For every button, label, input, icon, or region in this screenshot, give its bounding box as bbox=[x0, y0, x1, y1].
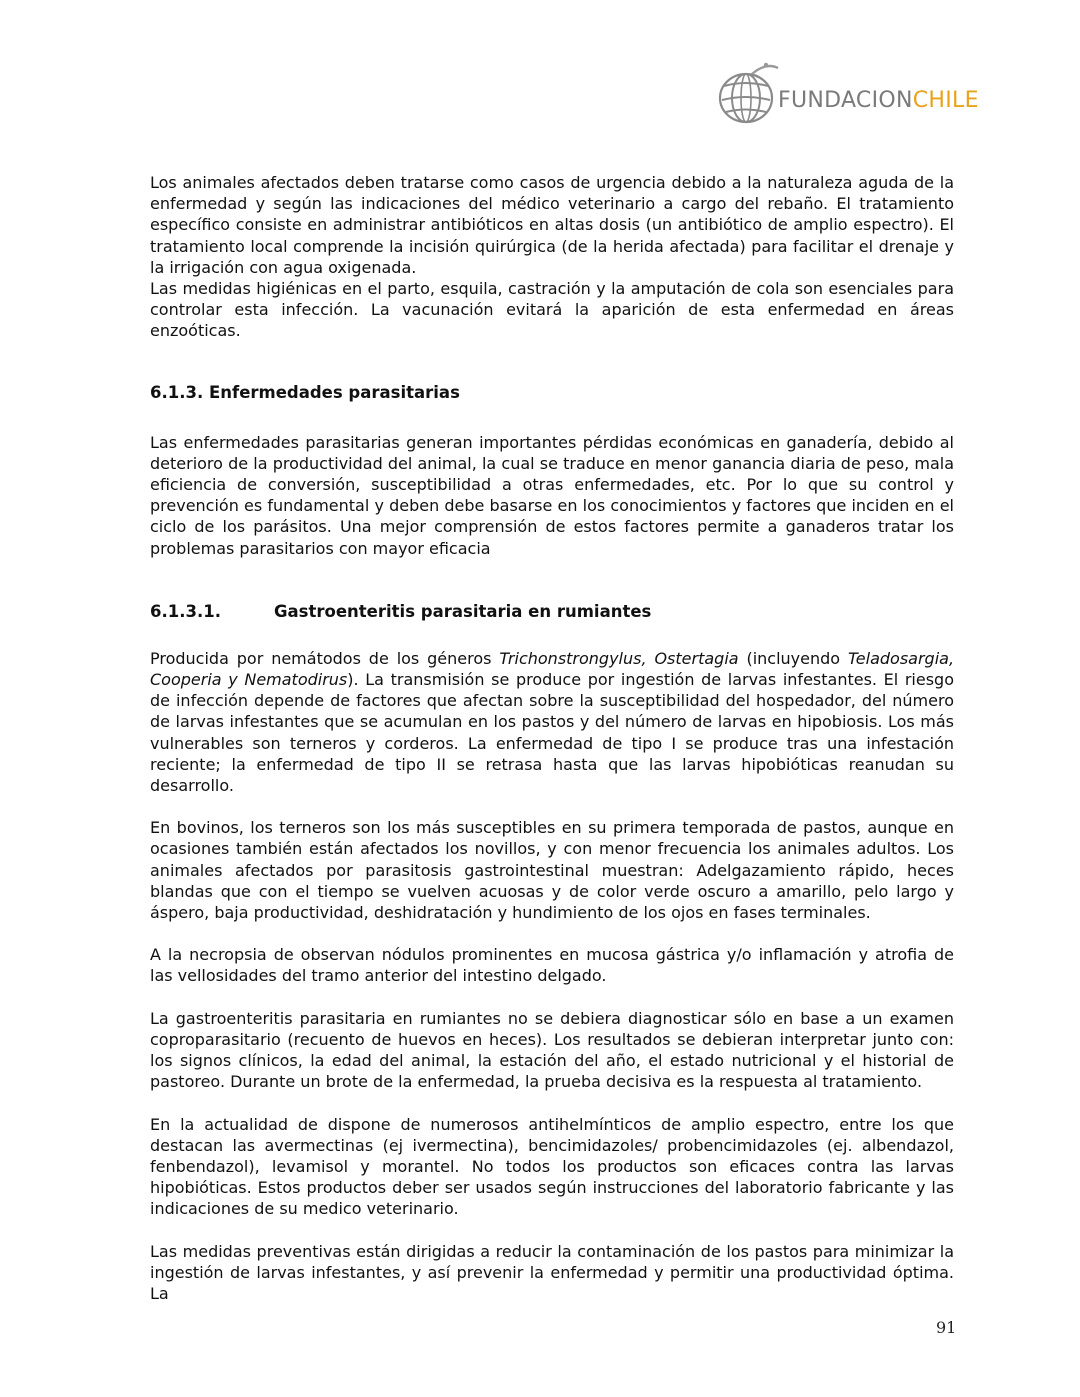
logo-text-fundacion: FUNDACION bbox=[778, 88, 913, 113]
genera-italic: Trichonstrongylus, Ostertagia bbox=[499, 648, 739, 668]
genera-italic: Teladosargia, Cooperia y Nematodirus bbox=[150, 648, 955, 690]
section-number: 6.1.3. bbox=[150, 382, 204, 402]
text-run: (incluyendo bbox=[738, 648, 848, 668]
gastroenteritis-paragraph-3: A la necropsia de observan nódulos prominentes en mucosa gástrica y/o inflamación y atrofia de las vellosidades del tramo anterior del intestino delgado. bbox=[150, 945, 954, 986]
document-body bbox=[150, 172, 954, 1304]
logo-wordmark bbox=[778, 88, 979, 113]
gastroenteritis-paragraph-4: La gastroenteritis parasitaria en rumiantes no se debiera diagnosticar sólo en base a un examen coproparasitario (recuento de huevos en heces). Los resultados se debieran interpretar junto con: los signos clínicos, la edad del animal, la estación del año, el estado nutricional y el historial de pastoreo. Durante un brote de la enfermedad, la prueba decisiva es la respuesta al tratamiento. bbox=[150, 1008, 954, 1092]
text-run: ). La transmisión se produce por ingestión de larvas infestantes. El riesgo de infección depende de factores que afectan sobre la susceptibilidad del hospedador, del número de larvas infestantes que se acumulan en los pastos y del número de larvas en hipobiosis. Los más vulnerables son terneros y corderos. La enfermedad de tipo I se produce tras una infestación reciente; la enfermedad de tipo II se retrasa hasta que las larvas hipobióticas reanudan su desarrollo. bbox=[150, 670, 954, 796]
section-heading-6-1-3 bbox=[150, 382, 954, 403]
gastroenteritis-paragraph-5: En la actualidad de dispone de numerosos antihelmínticos de amplio espectro, entre los que destacan las avermectinas (ej ivermectina), bencimidazoles/ probencimidazoles (ej. albendazol, fenbendazol), levamisol y morantel. No todos los productos son eficaces contra las larvas hipobióticas. Estos productos deber ser usados según instrucciones del laboratorio fabricante y las indicaciones de su medico veterinario. bbox=[150, 1114, 954, 1219]
fundacion-chile-logo bbox=[716, 60, 979, 130]
gastroenteritis-paragraph-6: Las medidas preventivas están dirigidas a reducir la contaminación de los pastos para minimizar la ingestión de larvas infestantes, y así prevenir la enfermedad y permitir una productividad óptima. La bbox=[150, 1241, 954, 1303]
section-title: Gastroenteritis parasitaria en rumiantes bbox=[274, 601, 652, 621]
intro-paragraph-2: Las medidas higiénicas en el parto, esquila, castración y la amputación de cola son esenciales para controlar esta infección. La vacunación evitará la aparición de esta enfermedad en áreas enzoóticas. bbox=[150, 279, 954, 341]
section-title: Enfermedades parasitarias bbox=[209, 382, 460, 402]
text-run: Producida por nemátodos de los géneros bbox=[150, 648, 500, 668]
page-number: 91 bbox=[936, 1318, 957, 1337]
section-heading-6-1-3-1 bbox=[150, 601, 954, 622]
globe-swirl-icon bbox=[716, 60, 786, 130]
intro-paragraph-1: Los animales afectados deben tratarse como casos de urgencia debido a la naturaleza aguda de la enfermedad y según las indicaciones del médico veterinario a cargo del rebaño. El tratamiento específico consiste en administrar antibióticos en altas dosis (un antibiótico de amplio espectro). El tratamiento local comprende la incisión quirúrgica (de la herida afectada) para facilitar el drenaje y la irrigación con agua oxigenada. bbox=[150, 173, 954, 277]
section-paragraph: Las enfermedades parasitarias generan importantes pérdidas económicas en ganadería, debido al deterioro de la productividad del animal, la cual se traduce en menor ganancia diaria de peso, mala eficiencia de conversión, susceptibilidad a otras enfermedades, etc. Por lo que su control y prevención es fundamental y deben debe basarse en los conocimientos y factores que inciden en el ciclo de los parásitos. Una mejor comprensión de estos factores permite a ganaderos tratar los problemas parasitarios con mayor eficacia bbox=[150, 432, 954, 558]
logo-text-chile: CHILE bbox=[912, 88, 979, 113]
section-number: 6.1.3.1. bbox=[150, 601, 221, 621]
gastroenteritis-paragraph-2: En bovinos, los terneros son los más susceptibles en su primera temporada de pastos, aunque en ocasiones también están afectados los novillos, y con menor frecuencia los animales adultos. Los animales afectados por parasitosis gastrointestinal muestran: Adelgazamiento rápido, heces blandas que con el tiempo se vuelven acuosas y de color verde oscuro a amarillo, pelo largo y áspero, baja productividad, deshidratación y hundimiento de los ojos en fases terminales. bbox=[150, 818, 954, 923]
gastroenteritis-paragraph-1 bbox=[150, 648, 954, 796]
